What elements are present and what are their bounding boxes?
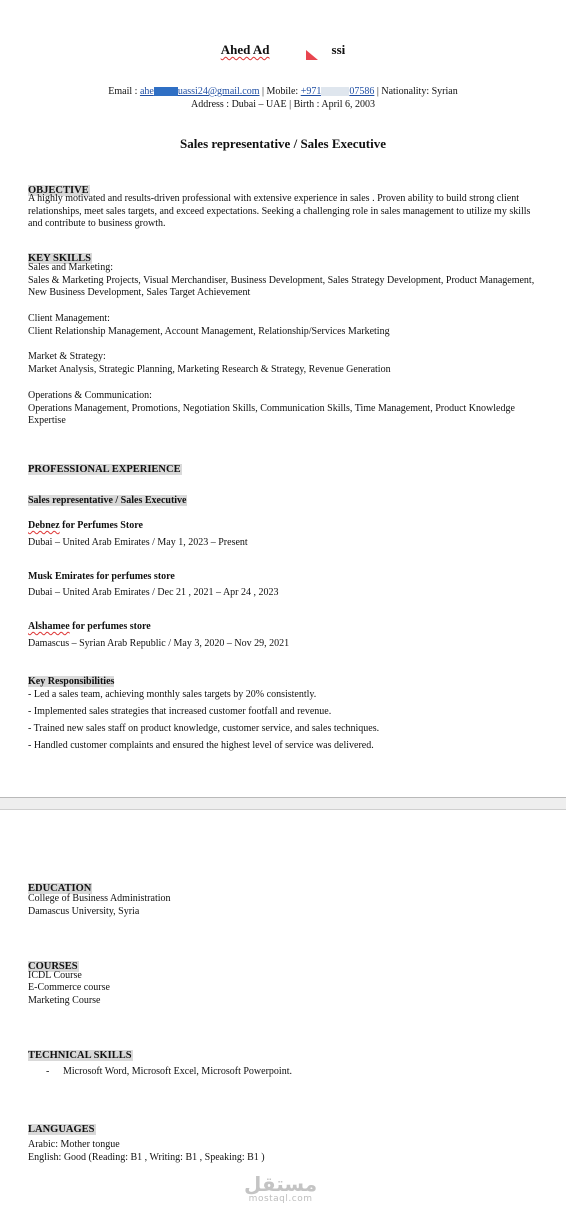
objective-text: A highly motivated and results-driven professional with extensive experience in sales . Proven ability to build strong client relationships, meet sales targets, and exceed expectations. Seeking a challenging role in sales management to utilize my skills and contribute to business growth. (28, 193, 531, 229)
watermark-arabic: مستقل (244, 1172, 318, 1196)
redacted-phone-segment (321, 87, 349, 96)
email-end: uassi24@gmail.com (177, 86, 260, 97)
employer-name-rest: for perfumes store (69, 621, 151, 632)
nationality-text: | Nationality: Syrian (376, 86, 458, 97)
key-skills-heading-text: KEY SKILLS (28, 253, 91, 264)
address-line: Address : Dubai – UAE | Birth : April 6, 2003 (191, 99, 375, 110)
mobile-start: +971 (300, 86, 322, 97)
watermark-latin: mostaql.com (248, 1194, 313, 1204)
skill-group-items: Operations Management, Promotions, Negotiation Skills, Communication Skills, Time Management, Product Knowledge Expertise (28, 402, 515, 426)
responsibility-item: - Handled customer complaints and ensured the highest level of service was delivered. (28, 740, 374, 751)
experience-role (28, 490, 187, 508)
skill-group-items: Market Analysis, Strategic Planning, Marketing Research & Strategy, Revenue Generation (28, 363, 391, 375)
skill-group-items: Client Relationship Management, Account Management, Relationship/Services Marketing (28, 325, 390, 337)
redacted-name-segment (270, 44, 332, 58)
course-item: E-Commerce course (28, 982, 110, 993)
redacted-email-segment (154, 87, 178, 96)
skill-group-market (28, 351, 538, 376)
responsibility-item: - Led a sales team, achieving monthly sales targets by 20% consistently. (28, 689, 317, 700)
languages-heading-text: LANGUAGES (28, 1124, 95, 1135)
email-start: ahe (139, 86, 154, 97)
email-label: Email : (108, 86, 138, 97)
responsibilities-heading (28, 671, 114, 689)
technical-skill-item: Microsoft Word, Microsoft Excel, Microsoft Powerpoint. (63, 1066, 292, 1077)
skill-group-title: Sales and Marketing: (28, 262, 113, 273)
skill-group-title: Market & Strategy: (28, 351, 106, 362)
education-line: College of Business Administration (28, 893, 171, 904)
responsibilities-heading-text: Key Responsibilities (28, 676, 115, 687)
employer-name-misspelled: Debnez (28, 520, 60, 531)
candidate-name (0, 42, 566, 58)
skill-group-title: Client Management: (28, 313, 110, 324)
document-page-2 (0, 810, 566, 1231)
mobile-link[interactable] (301, 86, 375, 97)
skill-group-operations (28, 390, 538, 428)
skill-group-sales (28, 262, 538, 300)
employer-name-first: Musk Emirates (28, 571, 94, 582)
language-line: Arabic: Mother tongue (28, 1139, 120, 1150)
responsibility-item: - Trained new sales staff on product knowledge, customer service, and sales techniques. (28, 723, 380, 734)
technical-skills-heading-text: TECHNICAL SKILLS (28, 1050, 132, 1061)
experience-role-text: Sales representative / Sales Executive (28, 495, 187, 506)
job-title: Sales representative / Sales Executive (179, 136, 387, 151)
experience-heading-text: PROFESSIONAL EXPERIENCE (28, 464, 181, 475)
employer-name-rest: for perfumes store (93, 571, 175, 582)
employer-name-misspelled: Alshamee (28, 621, 70, 632)
skill-group-title: Operations & Communication: (28, 390, 152, 401)
job-employer (28, 519, 143, 532)
courses-heading-text: COURSES (28, 961, 78, 972)
course-item: Marketing Course (28, 995, 101, 1006)
technical-skill-bullet: - (46, 1066, 50, 1077)
responsibility-item: - Implemented sales strategies that increased customer footfall and revenue. (28, 706, 332, 717)
job-details: Dubai – United Arab Emirates / Dec 21 , 2021 – Apr 24 , 2023 (28, 587, 279, 598)
job-details: Dubai – United Arab Emirates / May 1, 2023 – Present (28, 537, 248, 548)
employer-name-rest: for Perfumes Store (59, 520, 143, 531)
contact-line (0, 85, 566, 98)
comment-marker-icon[interactable] (306, 50, 318, 60)
mobile-end: 07586 (349, 86, 375, 97)
page-break-gap (0, 797, 566, 810)
skill-group-items: Sales & Marketing Projects, Visual Merchandiser, Business Development, Sales Strategy Development, Product Management, New Business Development, Sales Target Achievement (28, 274, 535, 298)
job-details: Damascus – Syrian Arab Republic / May 3, 2020 – Nov 29, 2021 (28, 638, 290, 649)
job-employer (28, 570, 175, 583)
name-first-part: Ahed Ad (220, 42, 270, 57)
education-heading-text: EDUCATION (28, 883, 92, 894)
education-line: Damascus University, Syria (28, 906, 140, 917)
mostaql-watermark-logo (244, 1174, 317, 1204)
language-line: English: Good (Reading: B1 , Writing: B1 , Speaking: B1 ) (28, 1152, 265, 1163)
mobile-label: | Mobile: (262, 86, 299, 97)
job-employer (28, 620, 151, 633)
experience-heading (28, 459, 182, 477)
technical-skills-heading (28, 1045, 133, 1063)
course-item: ICDL Course (28, 970, 82, 981)
name-last-part: ssi (331, 42, 346, 57)
languages-heading (28, 1119, 96, 1137)
email-link[interactable] (140, 86, 260, 97)
objective-heading-text: OBJECTIVE (28, 185, 89, 196)
skill-group-client (28, 313, 538, 338)
